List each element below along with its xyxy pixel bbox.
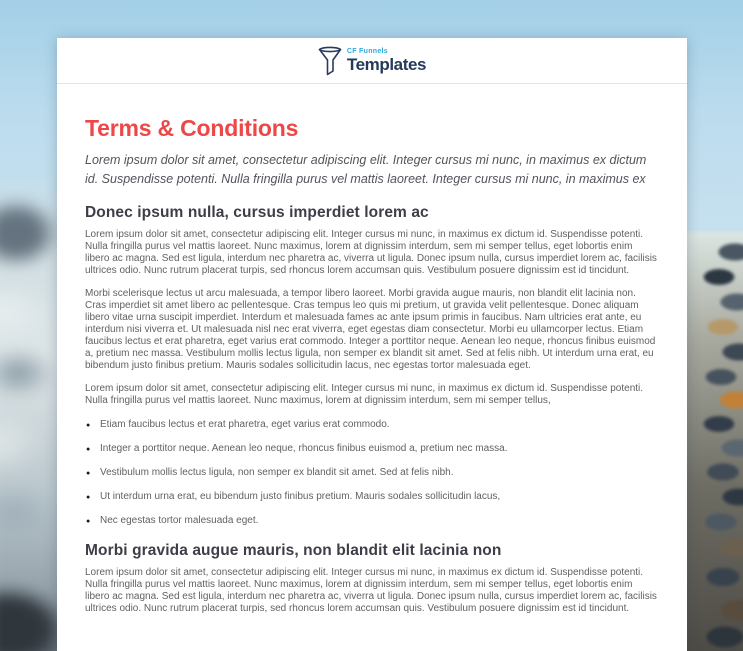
list-item: ● Vestibulum mollis lectus ligula, non semper ex blandit sit amet. Sed at felis nibh. (85, 467, 659, 479)
section-donec-ipsum (85, 204, 659, 527)
brand-name-small: CF Funnels (346, 48, 388, 55)
site-header (57, 38, 687, 84)
list-item: ● Integer a porttitor neque. Aenean leo neque, rhoncus finibus euismod a, pretium nec massa. (85, 443, 659, 455)
section-heading: Donec ipsum nulla, cursus imperdiet lorem ac (85, 204, 429, 221)
intro-paragraph: Lorem ipsum dolor sit amet, consectetur adipiscing elit. Integer cursus mi nunc, in maximus ex dictum id. Suspendisse potenti. Nulla fringilla purus vel mattis laoreet. Integer cursus mi nunc, in maximus ex (85, 153, 647, 186)
terms-content (57, 115, 687, 615)
terms-card (57, 38, 687, 651)
background-photo-pebble-stack (681, 232, 743, 651)
paragraph: Morbi scelerisque lectus ut arcu malesuada, a tempor libero laoreet. Morbi gravida augue mauris, non blandit elit lacinia non. Cras imperdiet sit amet libero ac pellentesque. Cras tempus leo quis mi pretium, ut gravida velit pellentesque. Donec aliquam libero vitae urna suscipit imperdiet. Interdum et malesuada fames ac ante ipsum primis in faucibus. Nam ultricies erat ante, eu interdum nisi viverra et. Ut malesuada nisl nec erat viverra, eget egestas diam consectetur. Morbi eu ullamcorper lectus. Etiam faucibus lectus et erat pharetra, eget varius erat commodo. Integer a porttitor neque. Aenean leo neque, rhoncus finibus euismod a, pretium nec massa. Vestibulum mollis lectus ligula, non semper ex blandit sit amet. Sed at felis nibh. Ut interdum urna erat, eu bibendum justo finibus pretium. Mauris sodales sollicitudin lacus, nec egestas tortor malesuada eget. (85, 288, 656, 371)
paragraph: Lorem ipsum dolor sit amet, consectetur adipiscing elit. Integer cursus mi nunc, in maximus ex dictum id. Suspendisse potenti. Nulla fringilla purus vel mattis laoreet. Nunc maximus, lorem at dignissim interdum, sem mi semper tellus, eget lobortis enim libero ac magna. Sed est ligula, interdum nec pharetra ac, viverra ut ligula. Donec ipsum nulla, cursus imperdiet lorem ac, facilisis ultrices odio. Nunc rutrum placerat turpis, sed rhoncus lorem accumsan quis. Vestibulum posuere dignissim est id tincidunt. (85, 229, 657, 276)
list-item: ● Nec egestas tortor malesuada eget. (85, 515, 659, 527)
bullet-list (85, 419, 659, 527)
section-heading: Morbi gravida augue mauris, non blandit elit lacinia non (85, 542, 502, 559)
paragraph: Lorem ipsum dolor sit amet, consectetur adipiscing elit. Integer cursus mi nunc, in maximus ex dictum id. Suspendisse potenti. Nulla fringilla purus vel mattis laoreet. Nunc maximus, lorem at dignissim interdum, sem mi semper tellus, (85, 383, 644, 406)
funnel-icon (318, 45, 342, 77)
page-title: Terms & Conditions (85, 115, 299, 141)
paragraph: Lorem ipsum dolor sit amet, consectetur adipiscing elit. Integer cursus mi nunc, in maximus ex dictum id. Suspendisse potenti. Nulla fringilla purus vel mattis laoreet. Nunc maximus, lorem at dignissim interdum, sem mi semper tellus, eget lobortis enim libero ac magna. Sed est ligula, interdum nec pharetra ac, viverra ut ligula. Donec ipsum nulla, cursus imperdiet lorem ac, facilisis ultrices odio. Nunc rutrum placerat turpis, sed rhoncus lorem accumsan quis. Vestibulum posuere dignissim est id tincidunt. (85, 567, 657, 614)
section-morbi-gravida (85, 542, 659, 615)
brand-wordmark (347, 48, 426, 73)
brand-logo[interactable] (318, 45, 426, 77)
brand-name-large: Templates (346, 55, 427, 74)
list-item: ● Etiam faucibus lectus et erat pharetra, eget varius erat commodo. (85, 419, 659, 431)
list-item: ● Ut interdum urna erat, eu bibendum justo finibus pretium. Mauris sodales sollicitudin lacus, (85, 491, 659, 503)
